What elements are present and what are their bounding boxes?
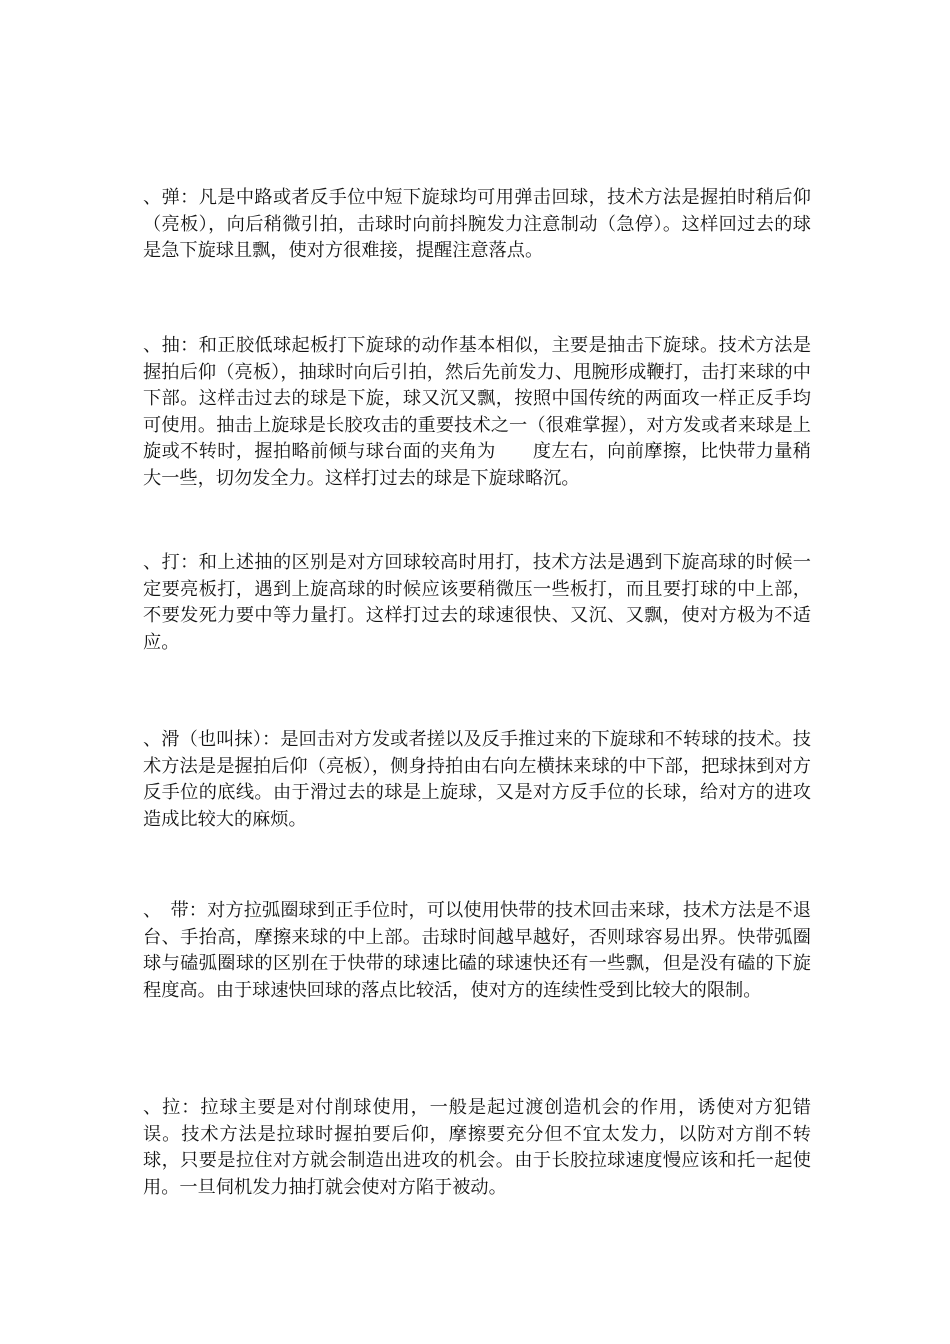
paragraph-dan: 、弹：凡是中路或者反手位中短下旋球均可用弹击回球，技术方法是握拍时稍后仰（亮板），向后稍微引拍，击球时向前抖腕发力注意制动（急停）。这样回过去的球是急下旋球且飘，使对方很难接，提醒注意落点。 (143, 187, 811, 261)
paragraph-da: 、打：和上述抽的区别是对方回球较高时用打，技术方法是遇到下旋高球的时候一定要亮板打，遇到上旋高球的时候应该要稍微压一些板打，而且要打球的中上部，不要发死力要中等力量打。这样打过去的球速很快、又沉、又飘，使对方极为不适应。 (143, 552, 811, 653)
paragraph-hua: 、滑（也叫抹）：是回击对方发或者搓以及反手推过来的下旋球和不转球的技术。技术方法是是握拍后仰（亮板），侧身持拍由右向左横抹来球的中下部，把球抹到对方反手位的底线。由于滑过去的球是上旋球，又是对方反手位的长球，给对方的进攻造成比较大的麻烦。 (143, 729, 811, 830)
paragraph-la: 、拉：拉球主要是对付削球使用，一般是起过渡创造机会的作用，诱使对方犯错误。技术方法是拉球时握拍要后仰，摩擦要充分但不宜太发力，以防对方削不转球，只要是拉住对方就会制造出进攻的机会。由于长胶拉球速度慢应该和托一起使用。一旦伺机发力抽打就会使对方陷于被动。 (143, 1097, 811, 1198)
paragraph-dai: 、 带：对方拉弧圈球到正手位时，可以使用快带的技术回击来球，技术方法是不退台、手抬高，摩擦来球的中上部。击球时间越早越好，否则球容易出界。快带弧圈球与磕弧圈球的区别在于快带的球速比磕的球速快还有一些飘，但是没有磕的下旋程度高。由于球速快回球的落点比较活，使对方的连续性受到比较大的限制。 (143, 900, 811, 1001)
paragraph-chou: 、抽：和正胶低球起板打下旋球的动作基本相似，主要是抽击下旋球。技术方法是握拍后仰（亮板），抽球时向后引拍，然后先前发力、甩腕形成鞭打，击打来球的中下部。这样击过去的球是下旋，球又沉又飘，按照中国传统的两面攻一样正反手均可使用。抽击上旋球是长胶攻击的重要技术之一（很难掌握），对方发或者来球是上旋或不转时，握拍略前倾与球台面的夹角为 度左右，向前摩擦，比快带力量稍大一些，切勿发全力。这样打过去的球是下旋球略沉。 (143, 335, 811, 489)
